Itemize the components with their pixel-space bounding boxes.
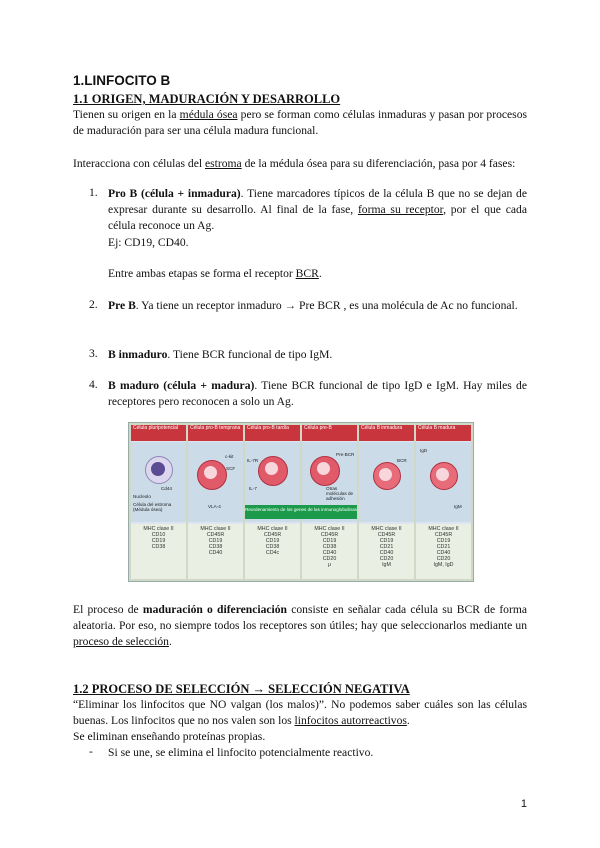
maturation-paragraph: El proceso de maduración o diferenciación consiste en señalar cada célula su BCR de forma aleatoria. Por eso, no siempre todos los receptores son útiles; hay que seleccionarlos mediante un proceso de selección. bbox=[73, 603, 527, 648]
il7-label: IL-7 bbox=[249, 486, 257, 491]
marker-list: MHC clase II CD45R CD19 CD38 CD4c bbox=[245, 524, 300, 579]
document-title: 1.LINFOCITO B bbox=[73, 73, 171, 88]
figure-column bbox=[359, 425, 414, 579]
il7r-label: IL-7R bbox=[247, 458, 259, 463]
marker-list: MHC clase II CD45R CD19 CD21 CD40 CD20 IgM bbox=[359, 524, 414, 579]
list-number: 1. bbox=[89, 186, 98, 199]
selection-paragraph: “Eliminar los linfocitos que NO valgan (los malos)”. No podemos saber cuáles son las células buenas. Los linfocitos que no nos valen son los linfocitos autorreactivos. bbox=[73, 698, 527, 727]
figure-column bbox=[416, 425, 471, 579]
stroma-paragraph: Interacciona con células del estroma de la médula ósea para su diferenciación, pasa por 4 fases: bbox=[73, 157, 516, 170]
column-header: Célula pluripotencial bbox=[131, 425, 186, 441]
mature-b-image bbox=[416, 442, 471, 522]
bcr-label: BCR bbox=[397, 458, 407, 463]
b-cell-maturation-figure bbox=[128, 422, 474, 582]
scf-label: SCF bbox=[226, 466, 236, 471]
figure-column bbox=[245, 425, 300, 579]
bullet-dash: - bbox=[89, 745, 93, 758]
nucleus-label: Nucleolo bbox=[133, 494, 151, 499]
vla4-label: VLA-4 bbox=[208, 504, 221, 509]
intro-paragraph: Tienen su origen en la médula ósea pero se forman como células inmaduras y pasan por procesos de maduración para ser una célula madura funcional. bbox=[73, 108, 528, 137]
figure-column bbox=[131, 425, 186, 579]
adhesion-label: Otras moléculas de adhesión bbox=[326, 486, 354, 501]
proteins-paragraph: Se eliminan enseñando proteínas propias. bbox=[73, 730, 266, 743]
stem-cell-image bbox=[131, 442, 186, 522]
marker-list: MHC clase II CD45R CD19 CD38 CD40 bbox=[188, 524, 243, 579]
list-number: 4. bbox=[89, 378, 98, 391]
gene-rearrangement-banner: Reordenamiento de los genes de las inmunoglobulinas bbox=[245, 505, 357, 519]
bullet-item: Si se une, se elimina el linfocito potencialmente reactivo. bbox=[108, 746, 374, 759]
list-item-b-maduro: B maduro (célula + madura). Tiene BCR funcional de tipo IgD e IgM. Hay miles de receptores pero reconocen a solo un Ag. bbox=[108, 379, 527, 408]
list-item-pre-b: Pre B. Ya tiene un receptor inmaduro → Pre BCR , es una molécula de Ac no funcional. bbox=[108, 299, 518, 312]
column-header: Célula B inmadura bbox=[359, 425, 414, 441]
marker-list: MHC clase II CD45R CD19 CD38 CD40 CD20 μ bbox=[302, 524, 357, 579]
figure-column bbox=[188, 425, 243, 579]
list-item-b-inmaduro: B inmaduro. Tiene BCR funcional de tipo IgM. bbox=[108, 348, 333, 361]
list-number: 2. bbox=[89, 298, 98, 311]
list-item-pro-b: Pro B (célula + inmadura). Tiene marcadores típicos de la célula B que no se dejan de expresar durante su desarrollo. Al final de la fase, forma su receptor, por el que cada célula reconoce un Ag. bbox=[108, 187, 527, 232]
list-item-example: Ej: CD19, CD40. bbox=[108, 236, 189, 249]
early-pro-b-image bbox=[188, 442, 243, 522]
section-2-heading: 1.2 PROCESO DE SELECCIÓN → SELECCIÓN NEGATIVA bbox=[73, 682, 410, 696]
section-1-heading: 1.1 ORIGEN, MADURACIÓN Y DESARROLLO bbox=[73, 92, 341, 106]
cd44-label: Cd44 bbox=[161, 486, 172, 491]
immature-b-image bbox=[359, 442, 414, 522]
list-item-note: Entre ambas etapas se forma el receptor BCR. bbox=[108, 267, 322, 280]
list-number: 3. bbox=[89, 347, 98, 360]
column-header: Célula B madura bbox=[416, 425, 471, 441]
igm-label: IgM bbox=[454, 504, 462, 509]
column-header: Célula pro-B temprana bbox=[188, 425, 243, 441]
igd-label: IgD bbox=[420, 448, 428, 453]
figure-column bbox=[302, 425, 357, 579]
column-header: Célula pro-B tardía bbox=[245, 425, 300, 441]
marker-list: MHC clase II CD10 CD19 CD38 bbox=[131, 524, 186, 579]
prebcr-label: Pre-BCR bbox=[336, 452, 355, 457]
ckit-label: c-kit bbox=[225, 454, 234, 459]
marker-list: MHC clase II CD45R CD19 CD21 CD40 CD20 IgM, IgD bbox=[416, 524, 471, 579]
stroma-label: Célula del estroma (Médula ósea) bbox=[133, 502, 172, 512]
page-number: 1 bbox=[520, 798, 527, 810]
column-header: Célula pre-B bbox=[302, 425, 357, 441]
